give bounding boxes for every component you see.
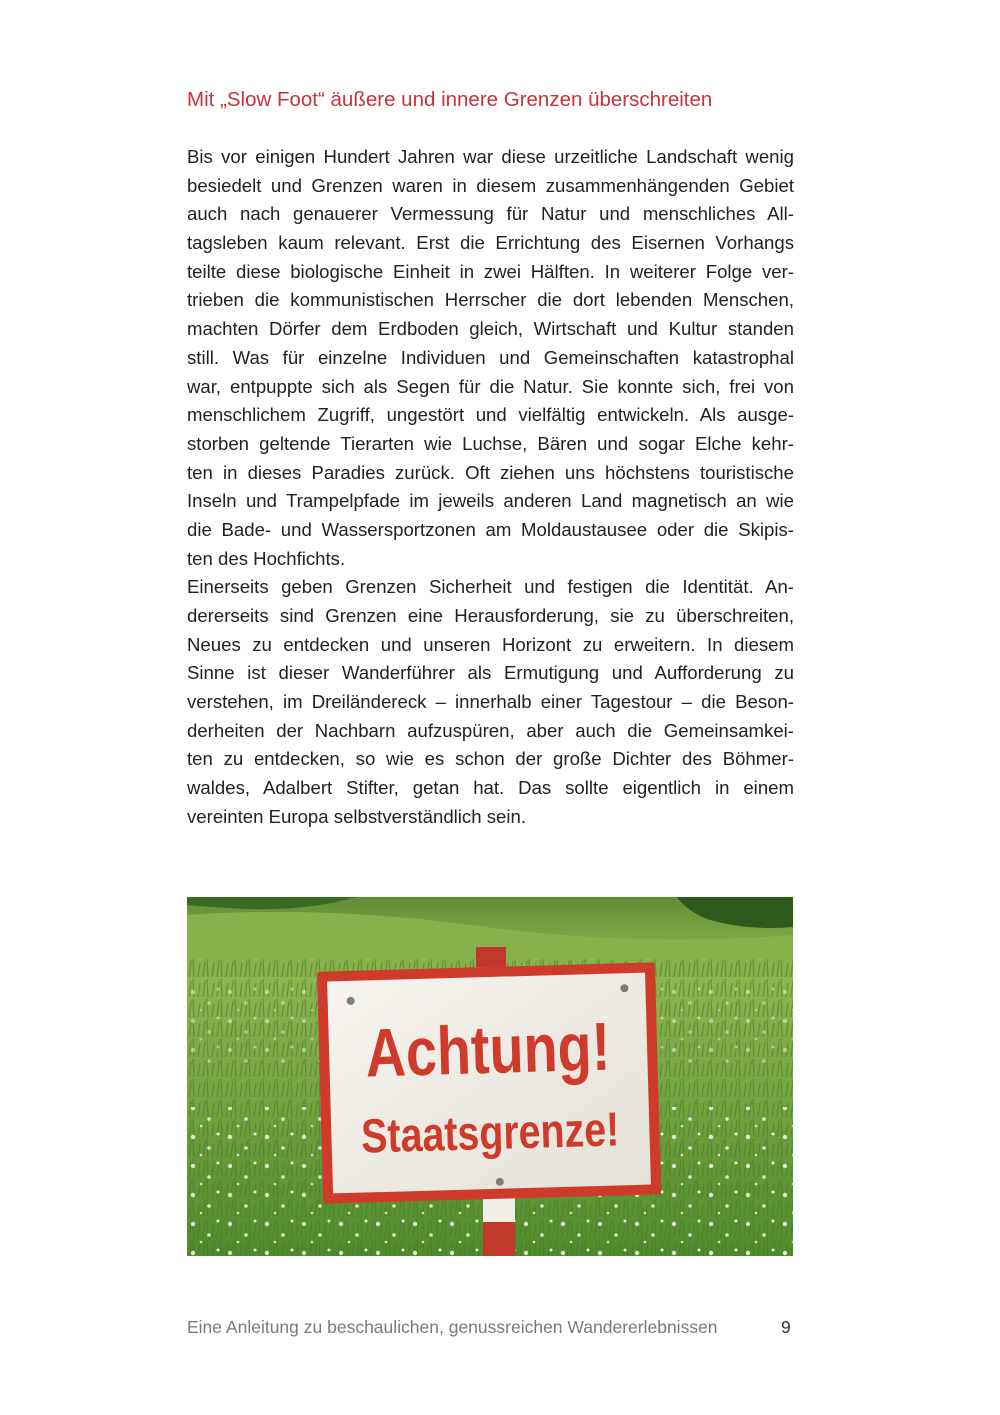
text-line: menschlichem Zugriff, ungestört und vielfältig entwickeln. Als ausge- [187, 404, 794, 426]
text-line: auch nach genauerer Vermessung für Natur und menschliches All- [187, 203, 794, 225]
text-line: Sinne ist dieser Wanderführer als Ermutigung und Aufforderung zu [187, 662, 794, 684]
text-line: waldes, Adalbert Stifter, getan hat. Das sollte eigentlich in einem [187, 777, 794, 799]
paragraph [187, 573, 794, 831]
text-line: ten zu entdecken, so wie es schon der große Dichter des Böhmer- [187, 748, 794, 770]
sign-line-1: Achtung! [364, 1009, 612, 1092]
text-line: Inseln und Trampelpfade im jeweils anderen Land magnetisch an wie [187, 490, 794, 512]
text-line: dererseits sind Grenzen eine Herausforderung, sie zu überschreiten, [187, 605, 794, 626]
text-line: still. Was für einzelne Individuen und Gemeinschaften katastrophal [187, 346, 794, 368]
text-line: die Bade- und Wassersportzonen am Moldaustausee oder die Skipis- [187, 518, 794, 540]
text-line: verstehen, im Dreiländereck – innerhalb einer Tagestour – die Beson- [187, 691, 794, 713]
text-line: teilte diese biologische Einheit in zwei Hälften. In weiterer Folge ver- [187, 260, 794, 282]
paragraph [187, 143, 794, 573]
page-number: 9 [781, 1317, 791, 1337]
text-line: Bis vor einigen Hundert Jahren war diese urzeitliche Landschaft wenig [187, 146, 794, 167]
text-line: ten des Hochfichts. [187, 547, 346, 569]
text-line: derheiten der Nachbarn aufzuspüren, aber auch die Gemeinsamkei- [187, 719, 794, 741]
text-line: Einerseits geben Grenzen Sicherheit und festigen die Identität. An- [187, 576, 794, 598]
text-line: besiedelt und Grenzen waren in diesem zusammenhängenden Gebiet [187, 174, 794, 196]
text-line: Neues zu entdecken und unseren Horizont zu erweitern. In diesem [187, 633, 794, 655]
section-heading: Mit „Slow Foot“ äußere und innere Grenzen überschreiten [187, 88, 713, 111]
text-line: machten Dörfer dem Erdboden gleich, Wirtschaft und Kultur standen [187, 318, 794, 340]
warning-sign [317, 962, 661, 1203]
sign-post-top [476, 947, 506, 967]
border-sign-photo [187, 897, 793, 1256]
sign-line-2: Staatsgrenze! [360, 1102, 620, 1164]
body-text [187, 143, 794, 832]
footer-tagline: Eine Anleitung zu beschaulichen, genussreichen Wandererlebnissen [187, 1317, 718, 1337]
text-line: war, entpuppte sich als Segen für die Natur. Sie konnte sich, frei von [187, 375, 794, 397]
text-line: trieben die kommunistischen Herrscher die dort lebenden Menschen, [187, 289, 794, 311]
text-line: vereinten Europa selbstverständlich sein. [187, 805, 527, 827]
text-line: tagsleben kaum relevant. Erst die Errichtung des Eisernen Vorhangs [187, 232, 794, 254]
border-sign-illustration [187, 897, 793, 1256]
text-line: ten in dieses Paradies zurück. Oft ziehen uns höchstens touristische [187, 461, 794, 483]
text-line: storben geltende Tierarten wie Luchse, Bären und sogar Elche kehr- [187, 432, 794, 454]
